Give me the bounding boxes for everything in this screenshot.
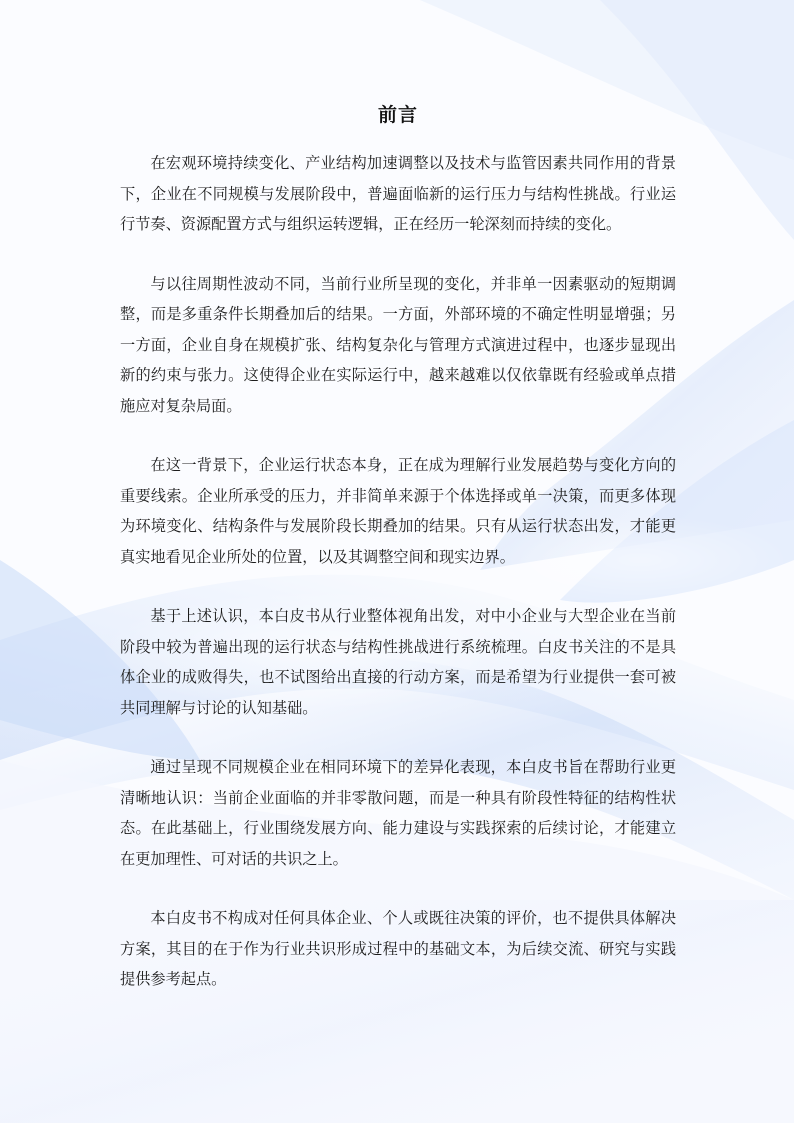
paragraph-1: 在宏观环境持续变化、产业结构加速调整以及技术与监管因素共同作用的背景下，企业在不同规模与发展阶段中，普遍面临新的运行压力与结构性挑战。行业运行节奏、资源配置方式与组织运转逻辑，正在经历一轮深刻而持续的变化。 — [120, 154, 676, 233]
paragraph-4: 基于上述认识，本白皮书从行业整体视角出发，对中小企业与大型企业在当前阶段中较为普遍出现的运行状态与结构性挑战进行系统梳理。白皮书关注的不是具体企业的成败得失，也不试图给出直接的行动方案，而是希望为行业提供一套可被共同理解与讨论的认知基础。 — [120, 607, 676, 717]
paragraph-6: 本白皮书不构成对任何具体企业、个人或既往决策的评价，也不提供具体解决方案，其目的在于作为行业共识形成过程中的基础文本，为后续交流、研究与实践提供参考起点。 — [120, 909, 676, 988]
paragraph-2: 与以往周期性波动不同，当前行业所呈现的变化，并非单一因素驱动的短期调整，而是多重条件长期叠加后的结果。一方面，外部环境的不确定性明显增强；另一方面，企业自身在规模扩张、结构复杂化与管理方式演进过程中，也逐步显现出新的约束与张力。这使得企业在实际运行中，越来越难以仅依靠既有经验或单点措施应对复杂局面。 — [120, 274, 676, 415]
paragraph-3: 在这一背景下，企业运行状态本身，正在成为理解行业发展趋势与变化方向的重要线索。企业所承受的压力，并非简单来源于个体选择或单一决策，而更多体现为环境变化、结构条件与发展阶段长期叠加的结果。只有从运行状态出发，才能更真实地看见企业所处的位置，以及其调整空间和现实边界。 — [120, 456, 676, 566]
preface-content — [120, 98, 676, 1024]
paragraph-5: 通过呈现不同规模企业在相同环境下的差异化表现，本白皮书旨在帮助行业更清晰地认识：当前企业面临的并非零散问题，而是一种具有阶段性特征的结构性状态。在此基础上，行业围绕发展方向、能力建设与实践探索的后续讨论，才能建立在更加理性、可对话的共识之上。 — [120, 758, 676, 868]
page-title: 前言 — [377, 104, 418, 126]
